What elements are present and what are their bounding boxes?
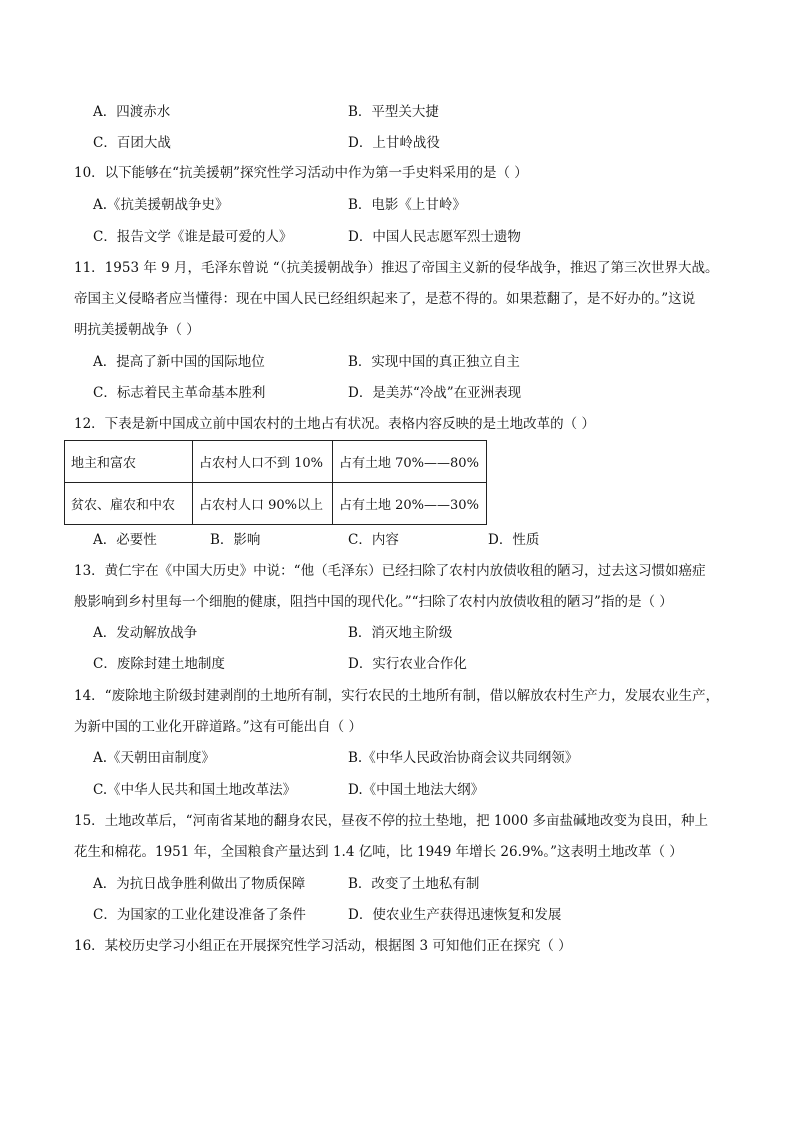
- q12-stem: 12．下表是新中国成立前中国农村的土地占有状况。表格内容反映的是土地改革的（ ）: [74, 416, 595, 432]
- q9-option-b[interactable]: B．平型关大捷: [348, 104, 439, 120]
- table-cell: 占农村人口不到 10%: [193, 441, 333, 483]
- table-cell: 占农村人口 90%以上: [193, 483, 333, 525]
- q12-option-d[interactable]: D．性质: [488, 532, 540, 548]
- q11-option-c[interactable]: C．标志着民主革命基本胜利: [93, 385, 266, 401]
- q13-option-d[interactable]: D．实行农业合作化: [348, 656, 467, 672]
- table-cell: 地主和富农: [65, 441, 193, 483]
- q10-option-b[interactable]: B．电影《上甘岭》: [348, 197, 466, 213]
- q11-stem-line-3: 明抗美援朝战争（ ）: [74, 322, 200, 338]
- q14-stem-line-1: 14．“废除地主阶级封建剥削的土地所有制，实行农民的土地所有制，借以解放农村生产力，发展农业生产，: [74, 688, 720, 704]
- q12-option-a[interactable]: A．必要性: [93, 532, 157, 548]
- q15-option-d[interactable]: D．使农业生产获得迅速恢复和发展: [348, 907, 562, 923]
- q10-stem: 10．以下能够在“抗美援朝”探究性学习活动中作为第一手史料采用的是（ ）: [74, 165, 528, 181]
- q16-stem: 16．某校历史学习小组正在开展探究性学习活动，根据图 3 可知他们正在探究（ ）: [74, 938, 572, 954]
- table-row: [65, 441, 487, 483]
- q11-option-d[interactable]: D．是美苏“冷战”在亚洲表现: [348, 385, 522, 401]
- q11-stem-line-2: 帝国主义侵略者应当懂得：现在中国人民已经组织起来了，是惹不得的。如果惹翻了，是不好办的。”这说: [74, 291, 696, 307]
- table-cell: 占有土地 20%——30%: [333, 483, 487, 525]
- q14-stem-line-2: 为新中国的工业化开辟道路。”这有可能出自（ ）: [74, 719, 362, 735]
- q14-option-d[interactable]: D.《中国土地法大纲》: [348, 782, 485, 798]
- table-cell: 占有土地 70%——80%: [333, 441, 487, 483]
- q15-option-a[interactable]: A．为抗日战争胜利做出了物质保障: [93, 876, 306, 892]
- q9-option-d[interactable]: D．上甘岭战役: [348, 135, 440, 151]
- q15-stem-line-1: 15．土地改革后，“河南省某地的翻身农民，昼夜不停的拉土垫地，把 1000 多亩盐碱地改变为良田，种上: [74, 813, 709, 829]
- q13-stem-line-2: 般影响到乡村里每一个细胞的健康，阻挡中国的现代化。”“扫除了农村内放债收租的陋习”指的是（ ）: [74, 594, 673, 610]
- q11-stem-line-1: 11．1953 年 9 月，毛泽东曾说 “（抗美援朝战争）推迟了帝国主义新的侵华战争，推迟了第三次世界大战。: [74, 260, 719, 276]
- q15-option-c[interactable]: C．为国家的工业化建设准备了条件: [93, 907, 306, 923]
- table-cell: 贫农、雇农和中农: [65, 483, 193, 525]
- q11-option-a[interactable]: A．提高了新中国的国际地位: [93, 354, 265, 370]
- q13-stem-line-1: 13．黄仁宇在《中国大历史》中说：“他（毛泽东）已经扫除了农村内放债收租的陋习，过去这习惯如癌症: [74, 563, 706, 579]
- q14-option-a[interactable]: A.《天朝田亩制度》: [93, 750, 216, 766]
- q15-option-b[interactable]: B．改变了土地私有制: [348, 876, 480, 892]
- land-ownership-table: [64, 440, 487, 525]
- q13-option-c[interactable]: C．废除封建土地制度: [93, 656, 225, 672]
- q10-option-c[interactable]: C．报告文学《谁是最可爱的人》: [93, 229, 293, 245]
- q11-option-b[interactable]: B．实现中国的真正独立自主: [348, 354, 520, 370]
- q10-option-d[interactable]: D．中国人民志愿军烈士遗物: [348, 229, 521, 245]
- q14-option-b[interactable]: B.《中华人民政治协商会议共同纲领》: [348, 750, 579, 766]
- q12-option-c[interactable]: C．内容: [348, 532, 399, 548]
- q10-option-a[interactable]: A.《抗美援朝战争史》: [93, 197, 229, 213]
- q13-option-b[interactable]: B．消灭地主阶级: [348, 625, 453, 641]
- q9-option-c[interactable]: C．百团大战: [93, 135, 171, 151]
- q14-option-c[interactable]: C.《中华人民共和国土地改革法》: [93, 782, 297, 798]
- q15-stem-line-2: 花生和棉花。1951 年，全国粮食产量达到 1.4 亿吨，比 1949 年增长 26.9%。”这表明土地改革（ ）: [74, 844, 683, 860]
- table-row: [65, 483, 487, 525]
- q12-option-b[interactable]: B．影响: [210, 532, 261, 548]
- q13-option-a[interactable]: A．发动解放战争: [93, 625, 198, 641]
- q9-option-a[interactable]: A．四渡赤水: [93, 104, 171, 120]
